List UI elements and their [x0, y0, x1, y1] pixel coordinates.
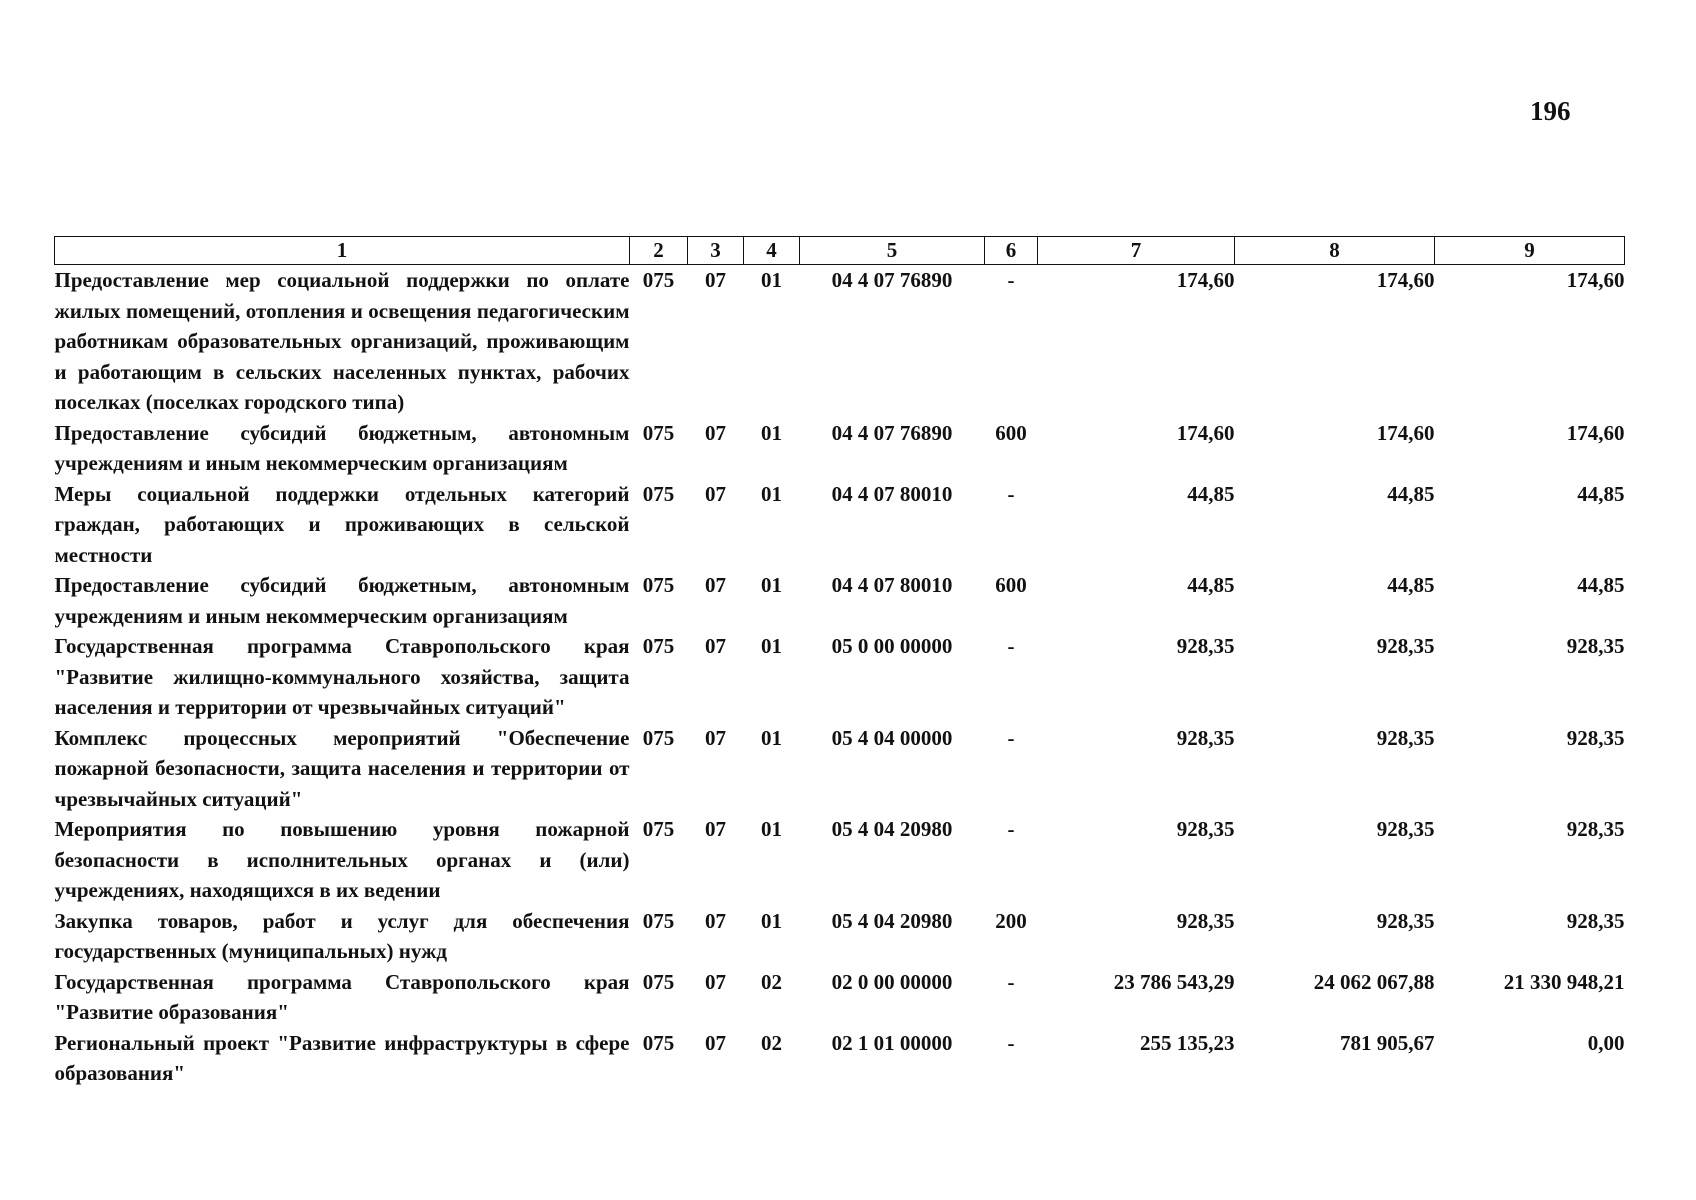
- row-name: Закупка товаров, работ и услуг для обеспечения государственных (муниципальных) нужд: [54, 908, 630, 963]
- row-name: Меры социальной поддержки отдельных категорий граждан, работающих и проживающих в сельской местности: [54, 481, 630, 567]
- table-row: [55, 814, 1625, 906]
- row-col-2: 075: [642, 725, 675, 750]
- budget-table: [54, 236, 1625, 1089]
- row-col-8: 781 905,67: [1340, 1030, 1435, 1055]
- row-name: Региональный проект "Развитие инфраструктуры в сфере образования": [54, 1030, 630, 1085]
- row-col-2: 075: [642, 268, 675, 292]
- row-col-3: 07: [705, 573, 726, 597]
- row-col-5: 05 4 04 00000: [831, 725, 953, 750]
- header-col-6: 6: [985, 237, 1038, 265]
- row-col-7: 174,60: [1176, 420, 1235, 445]
- row-col-7: 44,85: [1187, 481, 1235, 506]
- row-col-4: 01: [761, 908, 782, 933]
- row-name: Предоставление мер социальной поддержки по оплате жилых помещений, отопления и освещения педагогическим работникам образовательных организаций, проживающим и работающим в сельских населенных пунктах, рабочих поселках (поселках городского типа): [54, 268, 630, 414]
- row-col-5: 05 4 04 20980: [831, 817, 953, 841]
- row-col-7: 928,35: [1176, 725, 1235, 750]
- row-col-9: 174,60: [1566, 268, 1625, 292]
- row-col-4: 01: [761, 420, 782, 445]
- table-row: [55, 723, 1625, 815]
- header-col-5: 5: [800, 237, 985, 265]
- row-col-4: 02: [761, 969, 782, 994]
- row-name: Комплекс процессных мероприятий "Обеспечение пожарной безопасности, защита населения и территории от чрезвычайных ситуаций": [54, 725, 630, 811]
- row-col-2: 075: [642, 634, 675, 658]
- row-col-6: -: [1007, 268, 1015, 292]
- row-col-2: 075: [642, 573, 675, 597]
- row-col-3: 07: [705, 817, 726, 841]
- row-col-9: 44,85: [1577, 481, 1625, 506]
- table-row: [55, 418, 1625, 479]
- row-col-8: 928,35: [1376, 725, 1435, 750]
- row-col-8: 24 062 067,88: [1313, 969, 1435, 994]
- row-col-4: 02: [761, 1030, 782, 1055]
- row-col-9: 928,35: [1566, 908, 1625, 933]
- row-col-6: -: [1007, 634, 1015, 658]
- row-col-6: -: [1007, 1030, 1015, 1055]
- row-col-7: 928,35: [1176, 908, 1235, 933]
- row-col-2: 075: [642, 908, 675, 933]
- row-col-3: 07: [705, 420, 726, 445]
- row-col-5: 04 4 07 80010: [831, 481, 953, 506]
- row-col-5: 04 4 07 80010: [831, 573, 953, 597]
- row-col-2: 075: [642, 1030, 675, 1055]
- row-col-6: 600: [995, 420, 1027, 445]
- row-col-5: 04 4 07 76890: [831, 420, 953, 445]
- row-col-2: 075: [642, 817, 675, 841]
- row-col-2: 075: [642, 969, 675, 994]
- header-col-9: 9: [1435, 237, 1625, 265]
- row-col-6: 200: [995, 908, 1027, 933]
- table-row: [55, 967, 1625, 1028]
- row-col-7: 928,35: [1176, 634, 1235, 658]
- row-col-2: 075: [642, 420, 675, 445]
- row-col-6: -: [1007, 481, 1015, 506]
- row-col-5: 02 0 00 00000: [831, 969, 953, 994]
- row-col-5: 05 4 04 20980: [831, 908, 953, 933]
- row-col-4: 01: [761, 634, 782, 658]
- row-col-4: 01: [761, 573, 782, 597]
- row-col-6: -: [1007, 725, 1015, 750]
- table-row: [55, 631, 1625, 723]
- table-row: [55, 1028, 1625, 1089]
- row-col-8: 928,35: [1376, 817, 1435, 841]
- row-name: Предоставление субсидий бюджетным, автономным учреждениям и иным некоммерческим организациям: [54, 573, 630, 628]
- row-col-6: -: [1007, 969, 1015, 994]
- row-col-8: 44,85: [1387, 481, 1435, 506]
- row-col-3: 07: [705, 481, 726, 506]
- row-col-5: 02 1 01 00000: [831, 1030, 953, 1055]
- row-col-7: 174,60: [1176, 268, 1235, 292]
- row-col-3: 07: [705, 268, 726, 292]
- row-col-7: 255 135,23: [1140, 1030, 1235, 1055]
- table-row: [55, 265, 1625, 418]
- row-col-9: 21 330 948,21: [1503, 969, 1625, 994]
- row-col-8: 928,35: [1376, 908, 1435, 933]
- row-col-9: 0,00: [1587, 1030, 1625, 1055]
- row-col-3: 07: [705, 725, 726, 750]
- header-col-7: 7: [1038, 237, 1235, 265]
- row-col-7: 23 786 543,29: [1113, 969, 1235, 994]
- row-col-4: 01: [761, 268, 782, 292]
- row-col-4: 01: [761, 817, 782, 841]
- row-col-8: 174,60: [1376, 268, 1435, 292]
- row-name: Государственная программа Ставропольского края "Развитие образования": [54, 969, 630, 1024]
- row-col-3: 07: [705, 908, 726, 933]
- header-col-8: 8: [1235, 237, 1435, 265]
- header-col-4: 4: [744, 237, 800, 265]
- table-row: [55, 906, 1625, 967]
- row-col-3: 07: [705, 634, 726, 658]
- row-name: Мероприятия по повышению уровня пожарной безопасности в исполнительных органах и (или) учреждениях, находящихся в их ведении: [54, 817, 630, 902]
- row-col-3: 07: [705, 969, 726, 994]
- row-col-4: 01: [761, 725, 782, 750]
- page-number: 196: [1530, 96, 1571, 126]
- row-col-6: 600: [995, 573, 1027, 597]
- row-col-9: 928,35: [1566, 725, 1625, 750]
- row-col-8: 44,85: [1387, 573, 1435, 597]
- table-header-row: [55, 237, 1625, 265]
- row-col-7: 928,35: [1176, 817, 1235, 841]
- table-row: [55, 570, 1625, 631]
- row-col-9: 928,35: [1566, 634, 1625, 658]
- row-col-6: -: [1007, 817, 1015, 841]
- row-col-5: 05 0 00 00000: [831, 634, 953, 658]
- row-col-5: 04 4 07 76890: [831, 268, 953, 292]
- row-col-2: 075: [642, 481, 675, 506]
- table-row: [55, 479, 1625, 571]
- row-name: Государственная программа Ставропольского края "Развитие жилищно-коммунального хозяйства, защита населения и территории от чрезвычайных ситуаций": [54, 634, 630, 719]
- row-col-9: 928,35: [1566, 817, 1625, 841]
- row-col-7: 44,85: [1187, 573, 1235, 597]
- row-col-3: 07: [705, 1030, 726, 1055]
- header-col-1: 1: [55, 237, 630, 265]
- row-name: Предоставление субсидий бюджетным, автономным учреждениям и иным некоммерческим организациям: [54, 420, 630, 475]
- row-col-4: 01: [761, 481, 782, 506]
- row-col-9: 44,85: [1577, 573, 1625, 597]
- row-col-8: 174,60: [1376, 420, 1435, 445]
- header-col-2: 2: [630, 237, 688, 265]
- row-col-9: 174,60: [1566, 420, 1625, 445]
- header-col-3: 3: [688, 237, 744, 265]
- row-col-8: 928,35: [1376, 634, 1435, 658]
